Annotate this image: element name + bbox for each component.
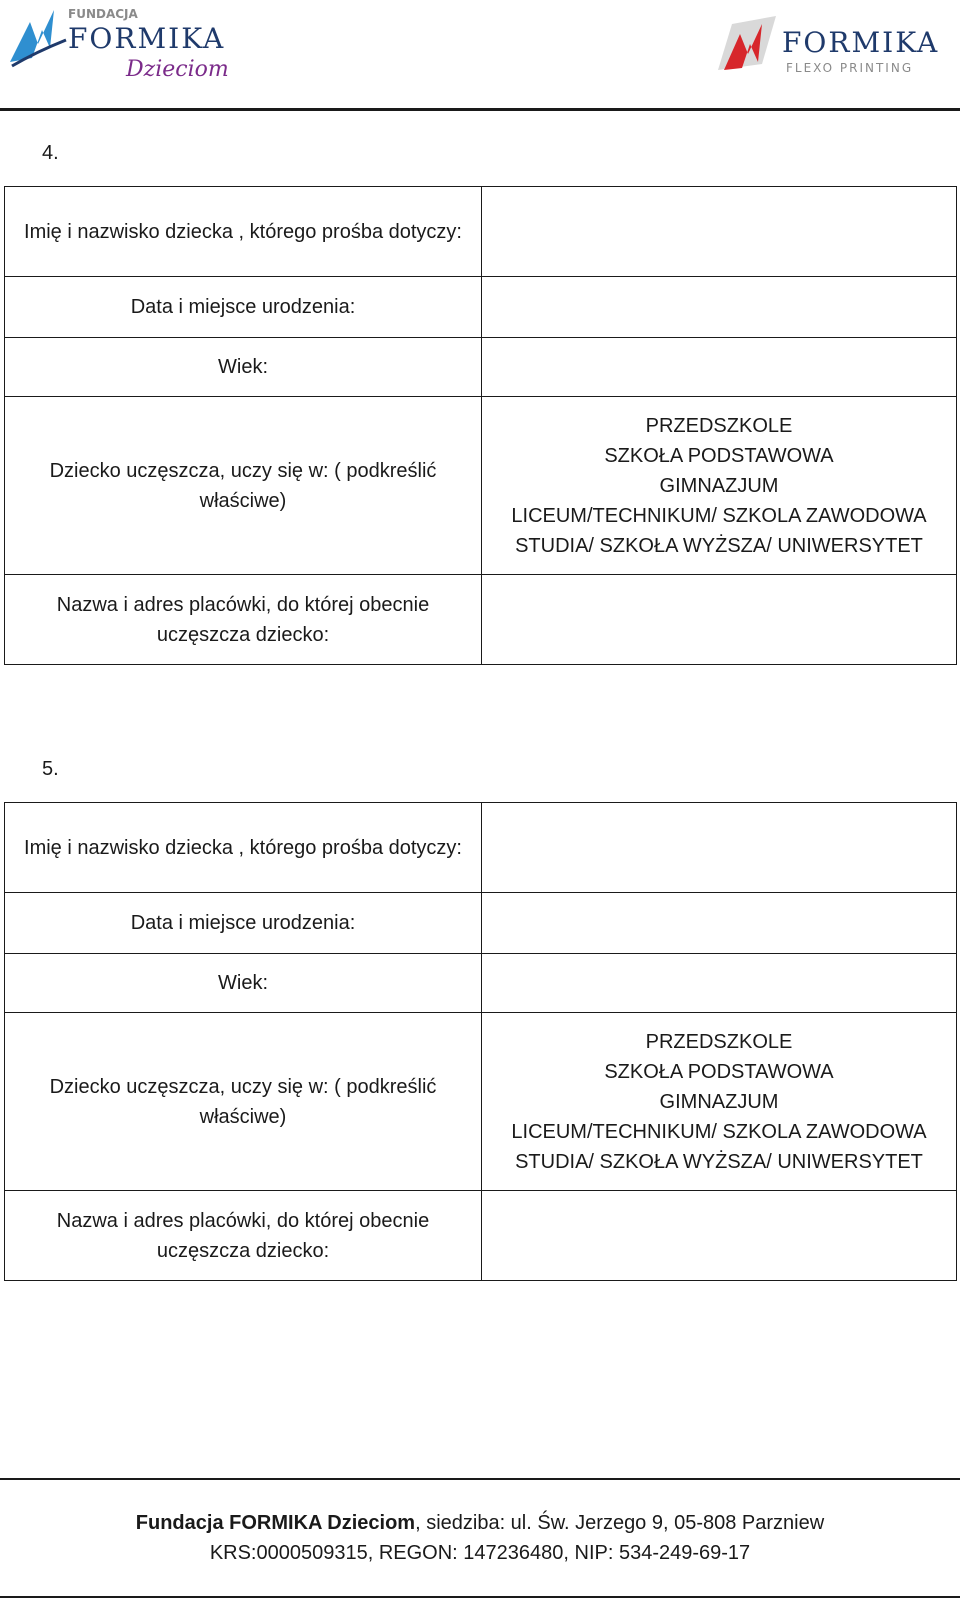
- footer-address: , siedziba: ul. Św. Jerzego 9, 05-808 Parzniew: [415, 1512, 825, 1534]
- fundacja-formika-logo: [6, 4, 246, 84]
- option-primary: SZKOŁA PODSTAWOWA: [604, 1060, 834, 1083]
- option-gymnasium: GIMNAZJUM: [659, 1090, 779, 1113]
- header-divider: [0, 108, 960, 111]
- value-name: [482, 803, 957, 893]
- option-university: STUDIA/ SZKOŁA WYŻSZA/ UNIWERSYTET: [515, 534, 923, 557]
- label-school-type: Dziecko uczęszcza, uczy się w: ( podkreślić właściwe): [5, 397, 482, 575]
- value-birth: [482, 893, 957, 954]
- logo-right-sub: FLEXO PRINTING: [786, 61, 914, 75]
- section-number: 5.: [42, 758, 59, 780]
- label-name: Imię i nazwisko dziecka , którego prośba dotyczy:: [5, 803, 482, 893]
- option-highschool: LICEUM/TECHNIKUM/ SZKOLA ZAWODOWA: [511, 504, 927, 527]
- footer-divider-top: [0, 1478, 960, 1480]
- option-preschool: PRZEDSZKOLE: [645, 1030, 793, 1053]
- value-name: [482, 187, 957, 277]
- footer-address-line: [0, 1508, 960, 1538]
- child-form-table: [4, 186, 957, 665]
- school-type-options: [482, 397, 957, 575]
- label-institution: Nazwa i adres placówki, do której obecnie uczęszcza dziecko:: [5, 575, 482, 665]
- value-institution: [482, 1191, 957, 1281]
- formika-flexo-logo: [716, 14, 956, 84]
- option-gymnasium: GIMNAZJUM: [659, 474, 779, 497]
- label-birth: Data i miejsce urodzenia:: [5, 277, 482, 338]
- value-institution: [482, 575, 957, 665]
- logo-left-main: FORMIKA: [68, 22, 226, 55]
- label-birth: Data i miejsce urodzenia:: [5, 893, 482, 954]
- label-name: Imię i nazwisko dziecka , którego prośba dotyczy:: [5, 187, 482, 277]
- page-header: [0, 0, 960, 112]
- value-age: [482, 338, 957, 397]
- option-university: STUDIA/ SZKOŁA WYŻSZA/ UNIWERSYTET: [515, 1150, 923, 1173]
- value-birth: [482, 277, 957, 338]
- section-number: 4.: [42, 142, 59, 164]
- footer-divider-bottom: [0, 1596, 960, 1598]
- label-school-type: Dziecko uczęszcza, uczy się w: ( podkreślić właściwe): [5, 1013, 482, 1191]
- child-form-table: [4, 802, 957, 1281]
- logo-left-script: Dzieciom: [126, 57, 229, 82]
- option-primary: SZKOŁA PODSTAWOWA: [604, 444, 834, 467]
- label-institution: Nazwa i adres placówki, do której obecnie uczęszcza dziecko:: [5, 1191, 482, 1281]
- option-preschool: PRZEDSZKOLE: [645, 414, 793, 437]
- page-footer: [0, 1508, 960, 1568]
- label-age: Wiek:: [5, 954, 482, 1013]
- footer-registry: KRS:0000509315, REGON: 147236480, NIP: 534-249-69-17: [209, 1542, 751, 1564]
- logo-left-top: FUNDACJA: [68, 7, 138, 21]
- label-age: Wiek:: [5, 338, 482, 397]
- footer-org-name: Fundacja FORMIKA Dzieciom: [135, 1512, 416, 1534]
- value-age: [482, 954, 957, 1013]
- option-highschool: LICEUM/TECHNIKUM/ SZKOLA ZAWODOWA: [511, 1120, 927, 1143]
- school-type-options: [482, 1013, 957, 1191]
- logo-right-main: FORMIKA: [782, 26, 940, 59]
